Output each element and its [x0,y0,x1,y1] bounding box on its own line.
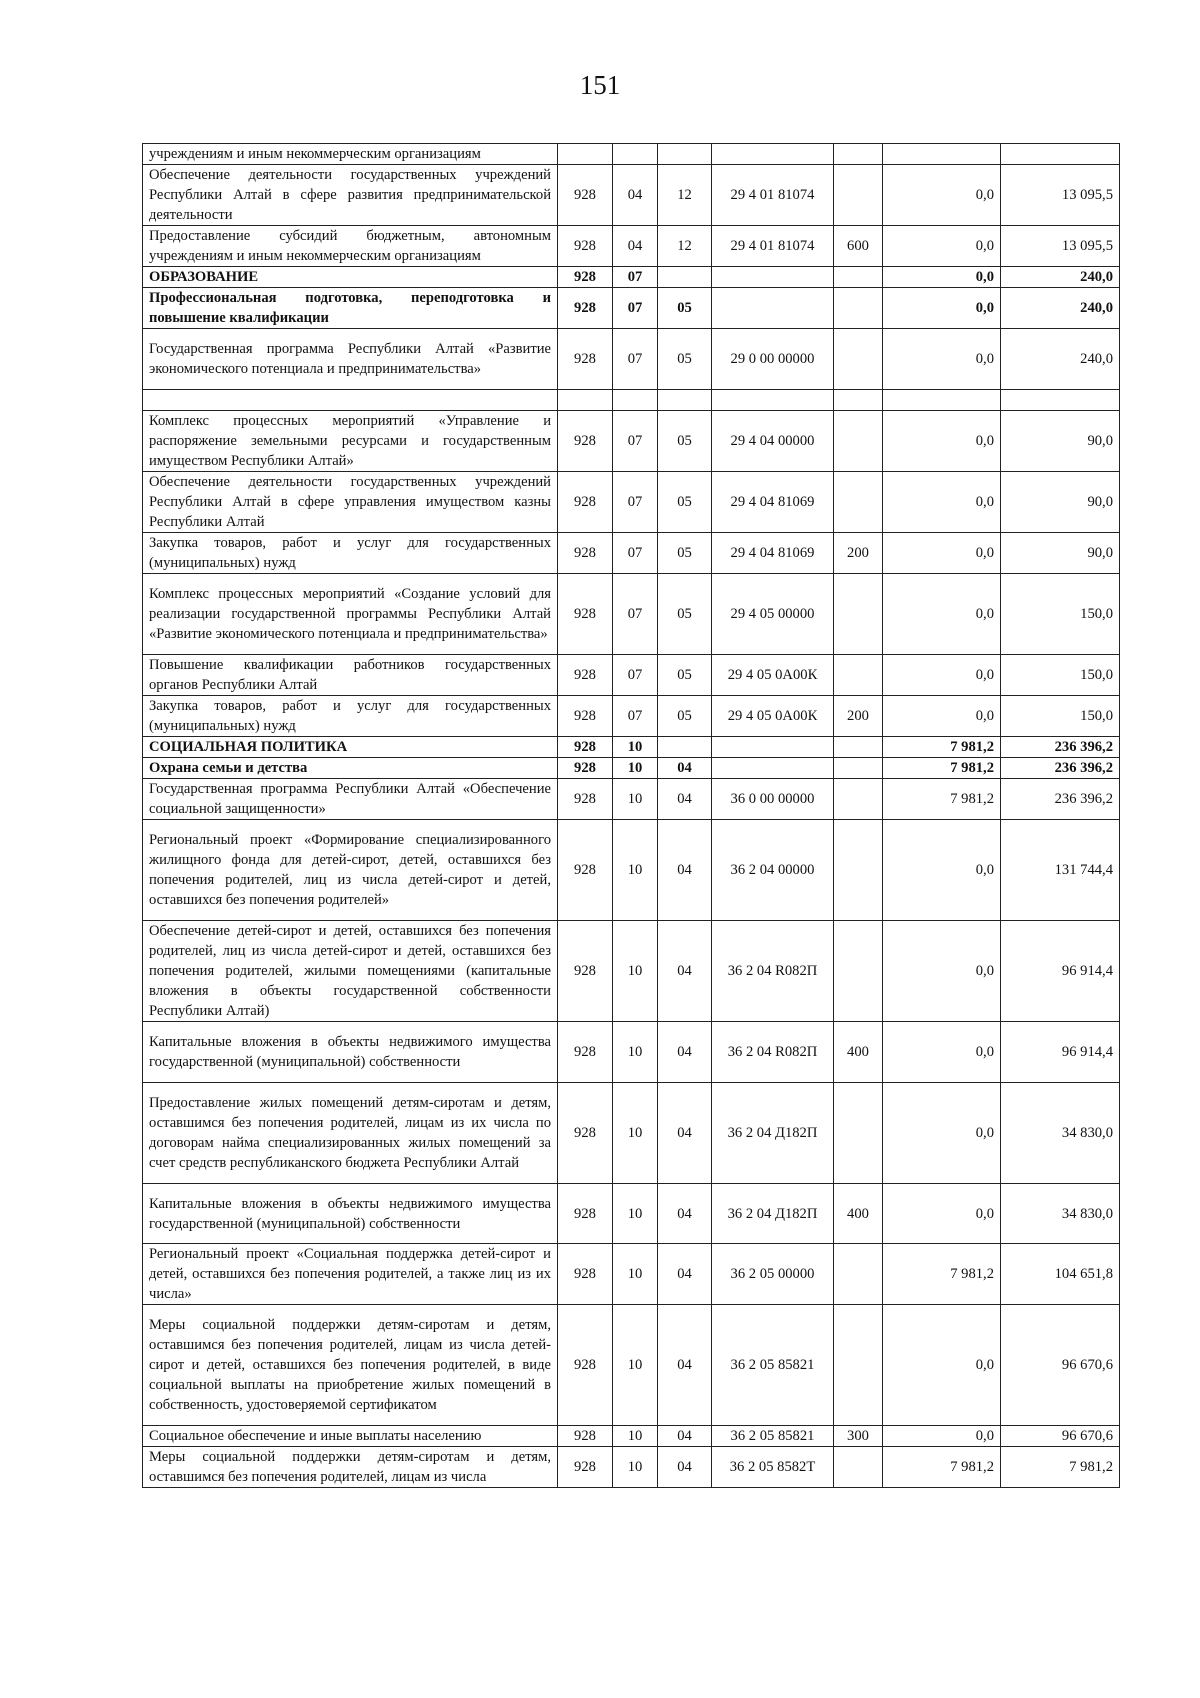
row-expense-type [834,820,883,921]
row-amount-2: 236 396,2 [1001,779,1120,820]
row-section-code: 07 [613,288,658,329]
row-subsection-code: 04 [658,1426,712,1447]
row-amount-1: 0,0 [883,288,1001,329]
row-subsection-code: 05 [658,411,712,472]
row-expense-type [834,758,883,779]
row-target-article: 36 2 05 85821 [712,1305,834,1426]
row-amount-2 [1001,144,1120,165]
row-name: Меры социальной поддержки детям-сиротам и детям, оставшимся без попечения родителей, лицам из числа [143,1447,558,1488]
row-section-code [613,390,658,411]
table-row [143,1244,1120,1305]
row-expense-type [834,390,883,411]
row-amount-2: 90,0 [1001,411,1120,472]
row-amount-2: 236 396,2 [1001,758,1120,779]
row-name: Капитальные вложения в объекты недвижимого имущества государственной (муниципальной) собственности [143,1184,558,1244]
row-name: Комплекс процессных мероприятий «Создание условий для реализации государственной программы Республики Алтай «Развитие экономического потенциала и предпринимательства» [143,574,558,655]
row-name: Закупка товаров, работ и услуг для государственных (муниципальных) нужд [143,696,558,737]
row-subsection-code: 05 [658,288,712,329]
row-ministry-code: 928 [558,1447,613,1488]
row-amount-1: 0,0 [883,921,1001,1022]
row-section-code: 10 [613,1426,658,1447]
table-row [143,329,1120,390]
row-section-code: 07 [613,411,658,472]
row-subsection-code: 04 [658,1083,712,1184]
row-target-article: 36 2 05 85821 [712,1426,834,1447]
row-amount-2: 13 095,5 [1001,165,1120,226]
row-subsection-code: 05 [658,533,712,574]
row-subsection-code: 12 [658,226,712,267]
row-target-article: 29 4 05 00000 [712,574,834,655]
row-amount-2: 96 914,4 [1001,1022,1120,1083]
row-ministry-code: 928 [558,288,613,329]
row-amount-2: 96 670,6 [1001,1305,1120,1426]
row-name: Капитальные вложения в объекты недвижимого имущества государственной (муниципальной) собственности [143,1022,558,1083]
row-name: Обеспечение деятельности государственных учреждений Республики Алтай в сфере управления имуществом казны Республики Алтай [143,472,558,533]
empty-row [143,390,1120,411]
row-name: ОБРАЗОВАНИЕ [143,267,558,288]
row-amount-2: 236 396,2 [1001,737,1120,758]
row-expense-type [834,329,883,390]
row-amount-2: 240,0 [1001,288,1120,329]
row-expense-type [834,165,883,226]
row-section-code: 10 [613,1447,658,1488]
row-amount-2: 7 981,2 [1001,1447,1120,1488]
row-amount-2: 34 830,0 [1001,1184,1120,1244]
row-amount-1: 0,0 [883,574,1001,655]
row-expense-type: 400 [834,1022,883,1083]
row-amount-1: 7 981,2 [883,737,1001,758]
row-amount-1: 0,0 [883,226,1001,267]
row-ministry-code: 928 [558,533,613,574]
row-expense-type [834,1083,883,1184]
row-name: Государственная программа Республики Алтай «Развитие экономического потенциала и предпринимательства» [143,329,558,390]
row-section-code: 10 [613,779,658,820]
row-target-article: 36 2 04 00000 [712,820,834,921]
row-target-article: 29 4 01 81074 [712,226,834,267]
table-row [143,144,1120,165]
row-ministry-code: 928 [558,472,613,533]
row-amount-1: 7 981,2 [883,1447,1001,1488]
row-target-article [712,144,834,165]
table-row [143,655,1120,696]
row-ministry-code: 928 [558,574,613,655]
row-amount-1: 0,0 [883,411,1001,472]
row-target-article: 36 2 05 00000 [712,1244,834,1305]
row-name: Государственная программа Республики Алтай «Обеспечение социальной защищенности» [143,779,558,820]
page-number: 151 [579,70,621,100]
row-target-article: 36 2 04 Д182П [712,1083,834,1184]
row-amount-1: 0,0 [883,1022,1001,1083]
row-amount-1 [883,390,1001,411]
row-amount-1: 0,0 [883,1083,1001,1184]
row-amount-1: 0,0 [883,165,1001,226]
row-name: Обеспечение детей-сирот и детей, оставшихся без попечения родителей, лиц из числа детей-сирот и детей, оставшихся без попечения родителей, жилыми помещениями (капитальные вложения в объекты государственной собственности Республики Алтай) [143,921,558,1022]
row-target-article: 36 0 00 00000 [712,779,834,820]
row-expense-type [834,411,883,472]
row-ministry-code: 928 [558,655,613,696]
row-section-code: 10 [613,921,658,1022]
table-row [143,921,1120,1022]
row-ministry-code: 928 [558,696,613,737]
row-subsection-code: 04 [658,1447,712,1488]
row-subsection-code: 04 [658,1244,712,1305]
row-section-code: 10 [613,737,658,758]
row-expense-type: 200 [834,533,883,574]
row-amount-1: 0,0 [883,1184,1001,1244]
row-target-article: 36 2 05 8582Т [712,1447,834,1488]
row-subsection-code: 04 [658,1184,712,1244]
row-expense-type [834,574,883,655]
row-expense-type: 300 [834,1426,883,1447]
table-row [143,696,1120,737]
row-section-code: 07 [613,533,658,574]
row-expense-type [834,1244,883,1305]
row-amount-1: 0,0 [883,655,1001,696]
row-target-article: 36 2 04 Д182П [712,1184,834,1244]
row-name: Предоставление жилых помещений детям-сиротам и детям, оставшимся без попечения родителей, лицам из их числа по договорам найма специализированных жилых помещений за счет средств республиканского бюджета Республики Алтай [143,1083,558,1184]
row-target-article: 36 2 04 R082П [712,1022,834,1083]
row-amount-2: 13 095,5 [1001,226,1120,267]
row-target-article [712,288,834,329]
row-name: Комплекс процессных мероприятий «Управление и распоряжение земельными ресурсами и государственным имуществом Республики Алтай» [143,411,558,472]
row-subsection-code: 05 [658,329,712,390]
row-expense-type [834,1447,883,1488]
row-subsection-code: 05 [658,696,712,737]
row-target-article: 29 0 00 00000 [712,329,834,390]
row-amount-1: 0,0 [883,472,1001,533]
row-name: Повышение квалификации работников государственных органов Республики Алтай [143,655,558,696]
row-amount-2: 90,0 [1001,533,1120,574]
row-name: Меры социальной поддержки детям-сиротам и детям, оставшимся без попечения родителей, лицам из числа детей-сирот и детей, оставшихся без попечения родителей, в виде социальной выплаты на приобретение жилых помещений в собственность, удостоверяемой сертификатом [143,1305,558,1426]
row-name: Региональный проект «Формирование специализированного жилищного фонда для детей-сирот, детей, оставшихся без попечения родителей, лиц из числа детей-сирот и детей, оставшихся без попечения родителей» [143,820,558,921]
row-ministry-code: 928 [558,820,613,921]
row-section-code: 10 [613,1184,658,1244]
row-ministry-code: 928 [558,779,613,820]
row-amount-1: 0,0 [883,820,1001,921]
row-target-article: 29 4 05 0А00К [712,696,834,737]
row-ministry-code: 928 [558,1184,613,1244]
row-amount-2: 150,0 [1001,696,1120,737]
table-row [143,1184,1120,1244]
row-section-code: 07 [613,472,658,533]
row-name: Обеспечение деятельности государственных учреждений Республики Алтай в сфере развития предпринимательской деятельности [143,165,558,226]
row-subsection-code [658,267,712,288]
row-subsection-code: 04 [658,1305,712,1426]
row-ministry-code: 928 [558,165,613,226]
row-subsection-code [658,737,712,758]
row-amount-1: 0,0 [883,696,1001,737]
table-row [143,288,1120,329]
row-expense-type [834,267,883,288]
row-name: Предоставление субсидий бюджетным, автономным учреждениям и иным некоммерческим организациям [143,226,558,267]
row-section-code: 10 [613,758,658,779]
row-ministry-code: 928 [558,1305,613,1426]
budget-table [142,143,1120,1488]
row-expense-type [834,737,883,758]
row-name: Профессиональная подготовка, переподготовка и повышение квалификации [143,288,558,329]
row-target-article: 29 4 01 81074 [712,165,834,226]
table-row [143,820,1120,921]
row-section-code: 10 [613,1083,658,1184]
row-name: СОЦИАЛЬНАЯ ПОЛИТИКА [143,737,558,758]
row-amount-1: 0,0 [883,329,1001,390]
row-expense-type: 400 [834,1184,883,1244]
table-row [143,1083,1120,1184]
table-row [143,737,1120,758]
row-expense-type [834,921,883,1022]
row-name: Охрана семьи и детства [143,758,558,779]
row-subsection-code: 04 [658,921,712,1022]
row-amount-1: 0,0 [883,1426,1001,1447]
row-ministry-code: 928 [558,411,613,472]
row-section-code: 04 [613,226,658,267]
row-section-code: 10 [613,1244,658,1305]
row-section-code: 07 [613,267,658,288]
row-subsection-code: 05 [658,574,712,655]
row-amount-2: 104 651,8 [1001,1244,1120,1305]
row-amount-2: 90,0 [1001,472,1120,533]
row-section-code: 07 [613,329,658,390]
row-amount-2 [1001,390,1120,411]
row-ministry-code [558,144,613,165]
row-amount-1: 0,0 [883,1305,1001,1426]
table-row [143,779,1120,820]
row-section-code: 07 [613,696,658,737]
row-subsection-code: 04 [658,779,712,820]
row-ministry-code: 928 [558,267,613,288]
row-ministry-code: 928 [558,737,613,758]
row-expense-type [834,288,883,329]
table-row [143,1426,1120,1447]
row-amount-1: 7 981,2 [883,1244,1001,1305]
table-row [143,1022,1120,1083]
row-target-article [712,737,834,758]
row-target-article [712,758,834,779]
row-ministry-code: 928 [558,1083,613,1184]
row-expense-type [834,472,883,533]
row-name [143,390,558,411]
row-section-code: 07 [613,574,658,655]
row-subsection-code: 04 [658,1022,712,1083]
row-target-article: 29 4 04 81069 [712,533,834,574]
row-subsection-code: 04 [658,820,712,921]
row-amount-1 [883,144,1001,165]
row-ministry-code: 928 [558,1426,613,1447]
row-section-code: 04 [613,165,658,226]
row-expense-type [834,655,883,696]
row-ministry-code: 928 [558,921,613,1022]
row-ministry-code: 928 [558,758,613,779]
row-name: Социальное обеспечение и иные выплаты населению [143,1426,558,1447]
row-subsection-code: 04 [658,758,712,779]
row-ministry-code: 928 [558,1244,613,1305]
row-ministry-code: 928 [558,1022,613,1083]
row-ministry-code: 928 [558,329,613,390]
table-row [143,758,1120,779]
row-amount-1: 7 981,2 [883,758,1001,779]
row-subsection-code: 12 [658,165,712,226]
table-row [143,226,1120,267]
row-amount-1: 0,0 [883,267,1001,288]
row-name: учреждениям и иным некоммерческим организациям [143,144,558,165]
row-section-code: 07 [613,655,658,696]
row-amount-2: 96 670,6 [1001,1426,1120,1447]
row-amount-2: 150,0 [1001,574,1120,655]
row-expense-type [834,779,883,820]
row-name: Закупка товаров, работ и услуг для государственных (муниципальных) нужд [143,533,558,574]
row-section-code: 10 [613,1305,658,1426]
row-amount-2: 240,0 [1001,267,1120,288]
row-amount-2: 131 744,4 [1001,820,1120,921]
row-section-code: 10 [613,1022,658,1083]
row-ministry-code: 928 [558,226,613,267]
table-row [143,574,1120,655]
row-expense-type [834,1305,883,1426]
table-row [143,165,1120,226]
row-section-code: 10 [613,820,658,921]
table-row [143,472,1120,533]
row-section-code [613,144,658,165]
row-amount-2: 96 914,4 [1001,921,1120,1022]
row-subsection-code [658,390,712,411]
table-row [143,533,1120,574]
row-target-article: 29 4 05 0А00К [712,655,834,696]
row-subsection-code: 05 [658,655,712,696]
row-amount-2: 240,0 [1001,329,1120,390]
row-amount-2: 34 830,0 [1001,1083,1120,1184]
row-amount-1: 7 981,2 [883,779,1001,820]
row-target-article: 29 4 04 81069 [712,472,834,533]
row-expense-type [834,144,883,165]
table-row [143,1447,1120,1488]
row-amount-1: 0,0 [883,533,1001,574]
row-amount-2: 150,0 [1001,655,1120,696]
row-subsection-code [658,144,712,165]
row-name: Региональный проект «Социальная поддержка детей-сирот и детей, оставшихся без попечения родителей, а также лиц из их числа» [143,1244,558,1305]
row-target-article: 36 2 04 R082П [712,921,834,1022]
row-expense-type: 200 [834,696,883,737]
row-target-article [712,267,834,288]
table-row [143,267,1120,288]
row-expense-type: 600 [834,226,883,267]
table-row [143,411,1120,472]
table-row [143,1305,1120,1426]
row-subsection-code: 05 [658,472,712,533]
row-target-article: 29 4 04 00000 [712,411,834,472]
row-target-article [712,390,834,411]
row-ministry-code [558,390,613,411]
